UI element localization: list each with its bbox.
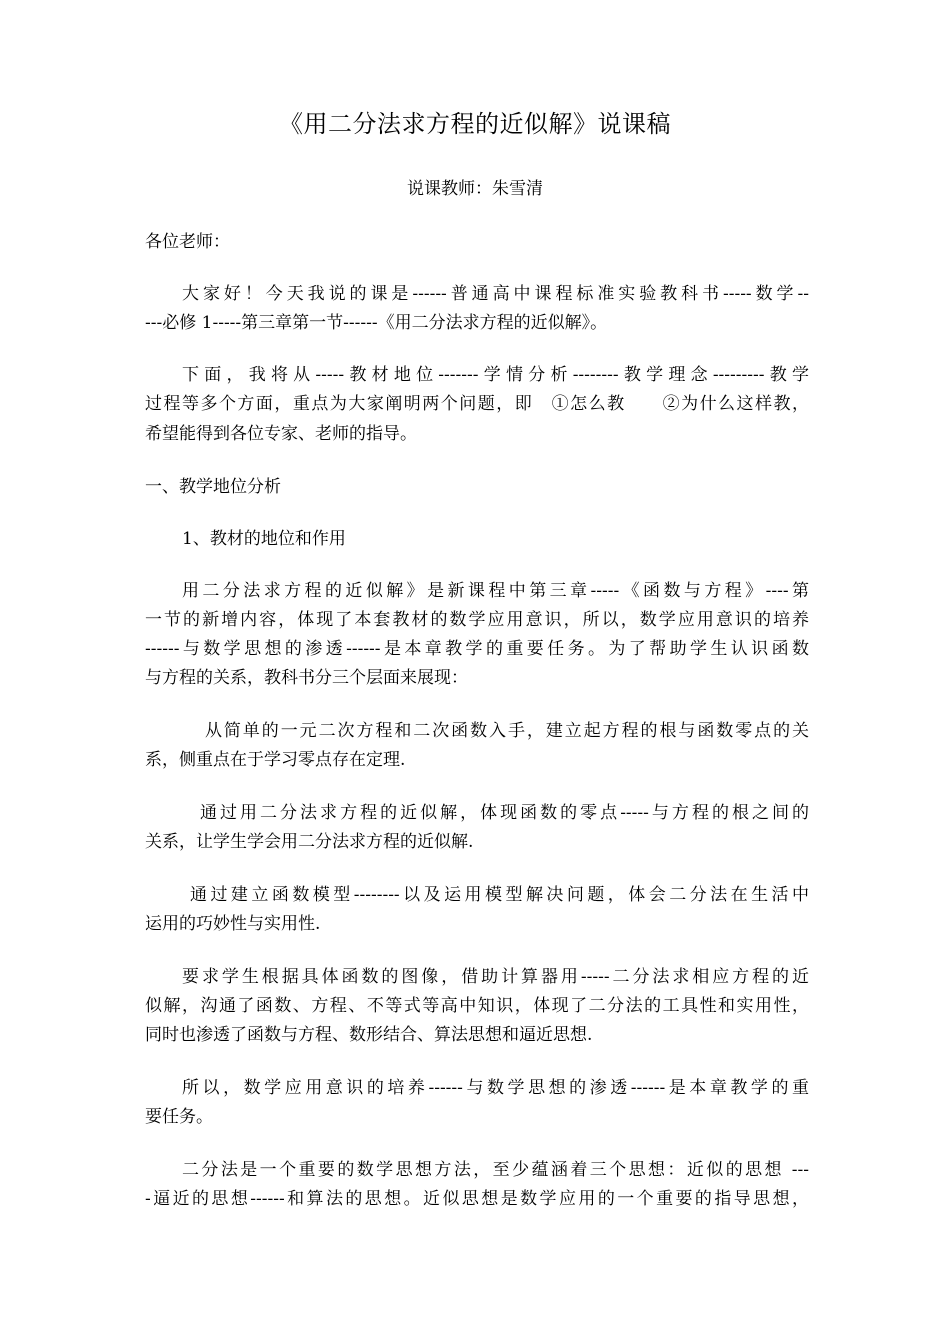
outline-paragraph-line: 过程等多个方面，重点为大家阐明两个问题，即 ①怎么教 ②为什么这样教， (145, 394, 809, 414)
body-paragraph-line: 要求学生根据具体函数的图像，借助计算器用-----二分法求相应方程的近 (182, 967, 809, 987)
body-paragraph-line: -逼近的思想------和算法的思想。近似思想是数学应用的一个重要的指导思想， (145, 1189, 809, 1209)
body-paragraph-line: 通过用二分法求方程的近似解，体现函数的零点-----与方程的根之间的 (200, 803, 809, 823)
body-paragraph-line: 二分法是一个重要的数学思想方法，至少蕴涵着三个思想：近似的思想 --- (182, 1160, 809, 1180)
body-paragraph-line: 系，侧重点在于学习零点存在定理. (145, 750, 406, 770)
outline-paragraph-line: 希望能得到各位专家、老师的指导。 (145, 424, 417, 444)
document-title: 《用二分法求方程的近似解》说课稿 (279, 110, 671, 138)
intro-paragraph-line: 大家好！今天我说的课是------普通高中课程标准实验教科书-----数学-- (182, 284, 809, 304)
body-paragraph-line: 同时也渗透了函数与方程、数形结合、算法思想和逼近思想. (145, 1025, 593, 1045)
author-line: 说课教师：朱雪清 (407, 179, 543, 199)
body-paragraph-line: 从简单的一元二次方程和二次函数入手，建立起方程的根与函数零点的关 (205, 721, 809, 741)
body-paragraph-line: 关系，让学生学会用二分法求方程的近似解. (145, 832, 474, 852)
section-heading: 一、教学地位分析 (145, 477, 281, 497)
salutation: 各位老师： (145, 232, 230, 252)
outline-paragraph-line: 下面，我将从-----教材地位-------学情分析--------教学理念---------教学 (182, 365, 809, 385)
body-paragraph-line: 通过建立函数模型--------以及运用模型解决问题，体会二分法在生活中 (190, 885, 809, 905)
body-paragraph-line: 与方程的关系，教科书分三个层面来展现： (145, 668, 468, 688)
body-paragraph-line: 要任务。 (145, 1107, 213, 1127)
intro-paragraph-line: ---必修 1-----第三章第一节------《用二分法求方程的近似解》。 (145, 313, 608, 333)
body-paragraph-line: ------与数学思想的渗透------是本章教学的重要任务。为了帮助学生认识函数 (145, 639, 809, 659)
body-paragraph-line: 运用的巧妙性与实用性. (145, 914, 321, 934)
body-paragraph-line: 似解，沟通了函数、方程、不等式等高中知识，体现了二分法的工具性和实用性， (145, 996, 809, 1016)
body-paragraph-line: 一节的新增内容，体现了本套教材的数学应用意识，所以，数学应用意识的培养 (145, 610, 809, 630)
body-paragraph-line: 所以，数学应用意识的培养------与数学思想的渗透------是本章教学的重 (182, 1078, 809, 1098)
subsection-heading: 1、教材的地位和作用 (182, 529, 346, 549)
body-paragraph-line: 用二分法求方程的近似解》是新课程中第三章-----《函数与方程》----第 (182, 581, 809, 601)
